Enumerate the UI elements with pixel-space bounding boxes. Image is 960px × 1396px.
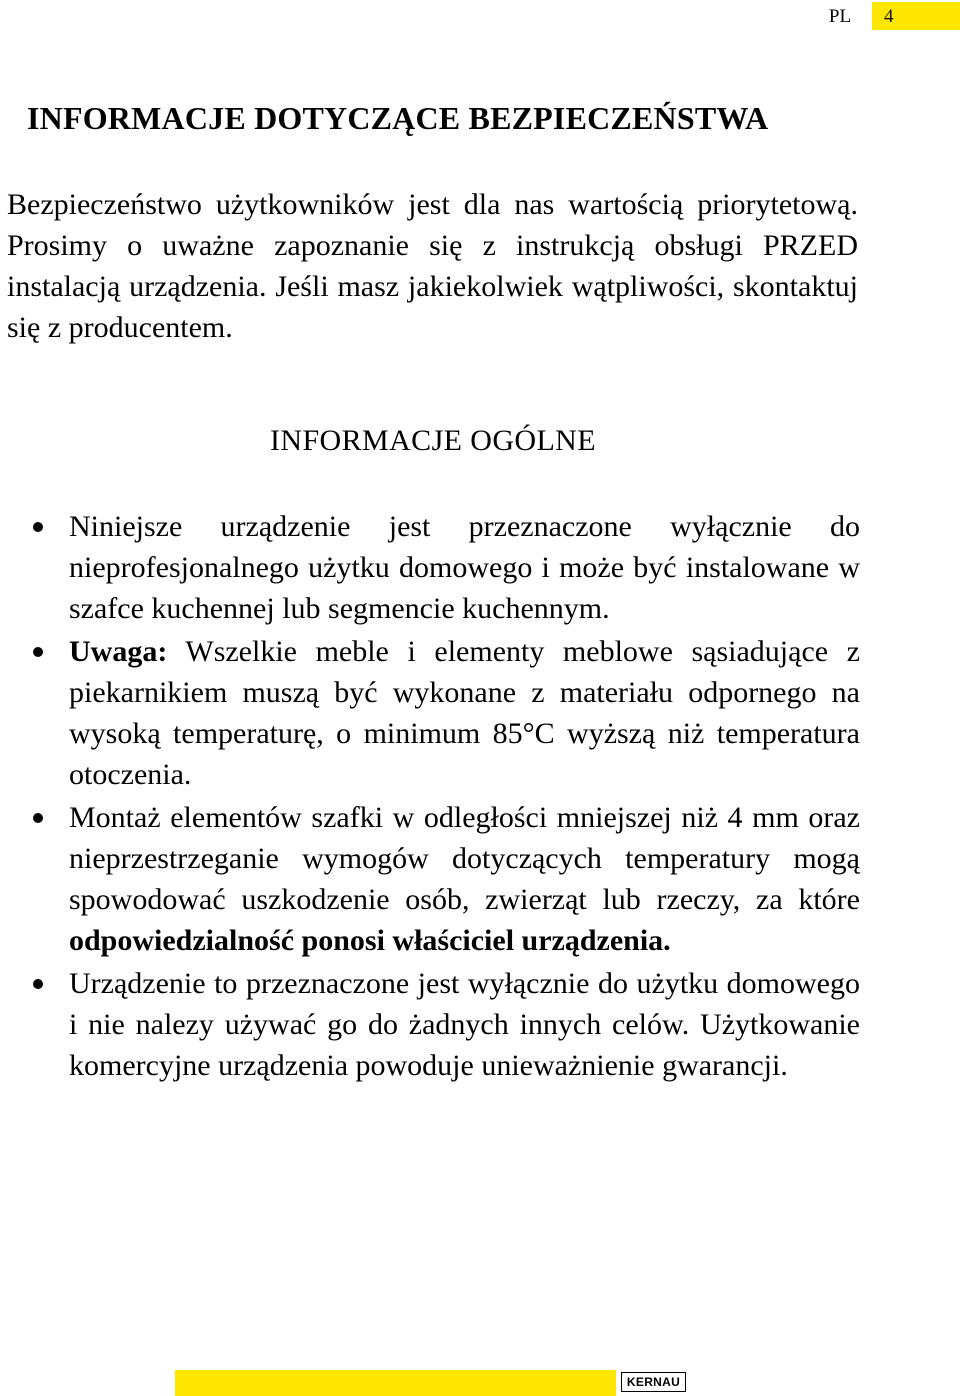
footer-accent-bar [175,1370,616,1396]
bullet-text: Urządzenie to przeznaczone jest wyłącznie do użytku domowego i nie nalezy używać go do żadnych innych celów. Użytkowanie komercyjne urządzenia powoduje unieważnienie gwarancji. [69,967,860,1082]
page-title: INFORMACJE DOTYCZĄCE BEZPIECZEŃSTWA [27,100,769,136]
language-label: PL [828,6,852,27]
bullet-text: Montaż elementów szafki w odległości mniejszej niż 4 mm oraz nieprzestrzeganie wymogów dotyczących temperatury mogą spowodować uszkodzenie osób, zwierząt lub rzeczy, za które [69,801,860,916]
list-item [0,797,860,961]
page-number: 4 [872,2,960,30]
list-item [0,963,860,1086]
warning-label: Uwaga: [69,635,168,668]
safety-bullet-list [0,506,860,1088]
bullet-icon [33,647,43,657]
list-item [0,506,860,629]
brand-logo: KERNAU [621,1372,686,1392]
list-item [0,631,860,795]
bullet-text: Wszelkie meble i elementy meblowe sąsiadujące z piekarnikiem muszą być wykonane z materiału odpornego na wysoką temperaturę, o minimum 85°C wyższą niż temperatura otoczenia. [69,635,860,791]
bullet-icon [33,813,43,823]
section-title: INFORMACJE OGÓLNE [270,424,596,457]
intro-paragraph: Bezpieczeństwo użytkowników jest dla nas wartością priorytetową. Prosimy o uważne zapoznanie się z instrukcją obsługi PRZED instalacją urządzenia. Jeśli masz jakiekolwiek wątpliwości, skontaktuj się z producentem. [7,188,858,344]
liability-note: odpowiedzialność ponosi właściciel urządzenia. [69,924,671,957]
bullet-icon [33,979,43,989]
bullet-icon [33,522,43,532]
page-header [820,2,960,30]
bullet-text: Niniejsze urządzenie jest przeznaczone wyłącznie do nieprofesjonalnego użytku domowego i może być instalowane w szafce kuchennej lub segmencie kuchennym. [69,510,860,625]
